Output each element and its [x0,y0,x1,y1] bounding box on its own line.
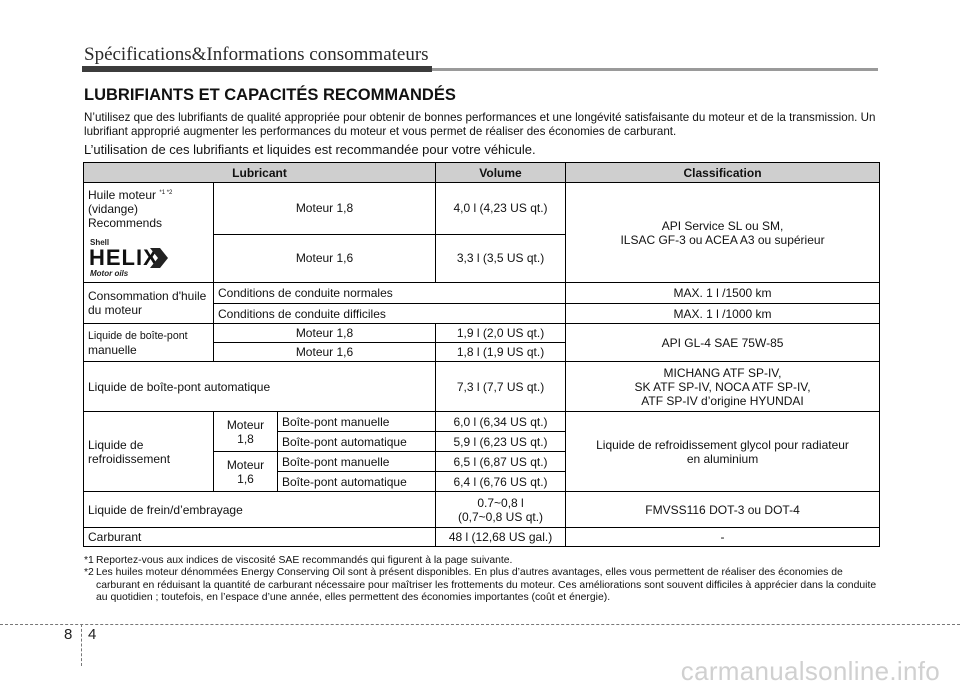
coolant-engine-18-line1: Moteur [226,417,265,432]
oil-engine-2: Moteur 1,6 [214,234,436,282]
footnote-1 [84,555,880,567]
oil-footnote-marks: *1 *2 [159,190,173,196]
oil-class-line2: ILSAC GF-3 ou ACEA A3 ou supérieur [620,232,825,247]
manual-volume-1: 1,9 l (2,0 US qt.) [436,324,566,343]
header-bar [82,66,432,72]
svg-text:Motor oils: Motor oils [90,269,129,278]
page-number: 4 [88,626,97,643]
footnote-1-text: Reportez-vous aux indices de viscosité SAE recommandés qui figurent à la page suivante. [96,555,513,566]
header-classification: Classification [566,163,880,183]
intro-paragraph: N’utilisez que des lubrifiants de qualité appropriée pour obtenir de bonnes performances et une longévité satisfaisante du moteur et de la transmission. Un lubrifiant approprié augmenter les performances du moteur et vous permet de réaliser des économies de carburant. [84,111,876,139]
oil-volume-2: 3,3 l (3,5 US qt.) [436,234,566,282]
oil-change: (vidange) [88,202,139,216]
manual-engine-1: Moteur 1,8 [214,324,436,343]
auto-class-line2: SK ATF SP-IV, NOCA ATF SP-IV, [634,379,811,394]
coolant-16-manual: Boîte-pont manuelle [278,452,436,472]
page-number-chapter: 8 [64,626,73,643]
fuel-label: Carburant [84,528,436,547]
coolant-class-line2: en aluminium [686,451,759,466]
footnote-2-text: Les huiles moteur dénommées Energy Conserving Oil sont à présent disponibles. En plus d’autres avantages, elles vous permettent de réaliser des économies de carburant en réduisant la quantité de carburant nécessaire pour maîtriser les frottements du moteur. Ces améliorations sont souvent difficiles à apprécier dans la conduite au quotidien ; toutefois, en l’espace d’une année, elles permettent des économies importantes (coût et énergie). [96,567,877,604]
consumption-severe: Conditions de conduite difficiles [214,304,566,324]
table-row [84,492,880,528]
coolant-label-line1: Liquide de [88,437,144,452]
coolant-engine-16-line1: Moteur [226,457,265,472]
coolant-engine-16-line2: 1,6 [237,471,254,486]
coolant-volume-4: 6,4 l (6,76 US qt.) [436,472,566,492]
auto-class-line1: MICHANG ATF SP-IV, [663,365,782,380]
shell-helix-logo [88,236,180,278]
coolant-volume-3: 6,5 l (6,87 US qt.) [436,452,566,472]
table-row [84,362,880,412]
oil-classification [566,183,880,283]
footer-divider [0,624,960,625]
oil-label-cell [84,183,214,283]
coolant-18-auto: Boîte-pont automatique [278,432,436,452]
section-title: LUBRIFIANTS ET CAPACITÉS RECOMMANDÉS [84,86,456,104]
header-lubricant: Lubricant [84,163,436,183]
fuel-volume: 48 l (12,68 US gal.) [436,528,566,547]
oil-engine-1: Moteur 1,8 [214,183,436,235]
coolant-16-auto: Boîte-pont automatique [278,472,436,492]
coolant-label [84,412,214,492]
brake-label: Liquide de frein/d’embrayage [84,492,436,528]
oil-name: Huile moteur [88,188,157,202]
oil-recommends: Recommends [88,216,163,230]
manual-label-line2: manuelle [88,342,137,357]
auto-label: Liquide de boîte-pont automatique [84,362,436,412]
manual-volume-2: 1,8 l (1,9 US qt.) [436,343,566,362]
brake-volume-line1: 0.7~0,8 l [477,495,524,510]
consumption-normal-value: MAX. 1 l /1500 km [566,283,880,304]
table-row [84,324,880,343]
brake-volume-line2: (0,7~0,8 US qt.) [457,509,544,524]
footnotes [84,555,880,605]
header-volume: Volume [436,163,566,183]
table-row [84,412,880,432]
auto-class-line3: ATF SP-IV d’origine HYUNDAI [641,393,804,408]
page-number-divider [81,624,82,666]
consumption-normal: Conditions de conduite normales [214,283,566,304]
auto-classification [566,362,880,412]
coolant-class-line1: Liquide de refroidissement glycol pour radiateur [596,437,849,452]
table-row [84,528,880,547]
fuel-classification: - [566,528,880,547]
table-row [84,283,880,304]
coolant-volume-2: 5,9 l (6,23 US qt.) [436,432,566,452]
manual-engine-2: Moteur 1,6 [214,343,436,362]
auto-volume: 7,3 l (7,7 US qt.) [436,362,566,412]
manual-label-line1: Liquide de boîte-pont [88,329,188,342]
coolant-label-line2: refroidissement [88,451,171,466]
coolant-classification [566,412,880,492]
manual-classification: API GL-4 SAE 75W-85 [566,324,880,362]
chapter-title: Spécifications&Informations consommateurs [84,44,429,65]
watermark: carmanualsonline.info [680,656,940,686]
table-header-row [84,163,880,183]
brake-volume [436,492,566,528]
oil-class-line1: API Service SL ou SM, [661,218,784,233]
table-row [84,183,880,235]
footnote-2 [84,567,880,604]
coolant-volume-1: 6,0 l (6,34 US qt.) [436,412,566,432]
oil-volume-1: 4,0 l (4,23 US qt.) [436,183,566,235]
svg-text:Shell: Shell [90,238,110,247]
footnote-1-mark: *1 [84,555,94,566]
coolant-engine-16 [214,452,278,492]
manual-label [84,324,214,362]
lubricant-table [83,162,880,547]
svg-text:HELIX: HELIX [89,245,159,270]
header-rule [432,68,878,71]
brake-classification: FMVSS116 DOT-3 ou DOT-4 [566,492,880,528]
footnote-2-mark: *2 [84,567,94,579]
coolant-engine-18 [214,412,278,452]
coolant-18-manual: Boîte-pont manuelle [278,412,436,432]
consumption-severe-value: MAX. 1 l /1000 km [566,304,880,324]
coolant-engine-18-line2: 1,8 [237,431,254,446]
consumption-label: Consommation d'huile du moteur [84,283,214,324]
intro-line: L’utilisation de ces lubrifiants et liquides est recommandée pour votre véhicule. [84,142,536,157]
